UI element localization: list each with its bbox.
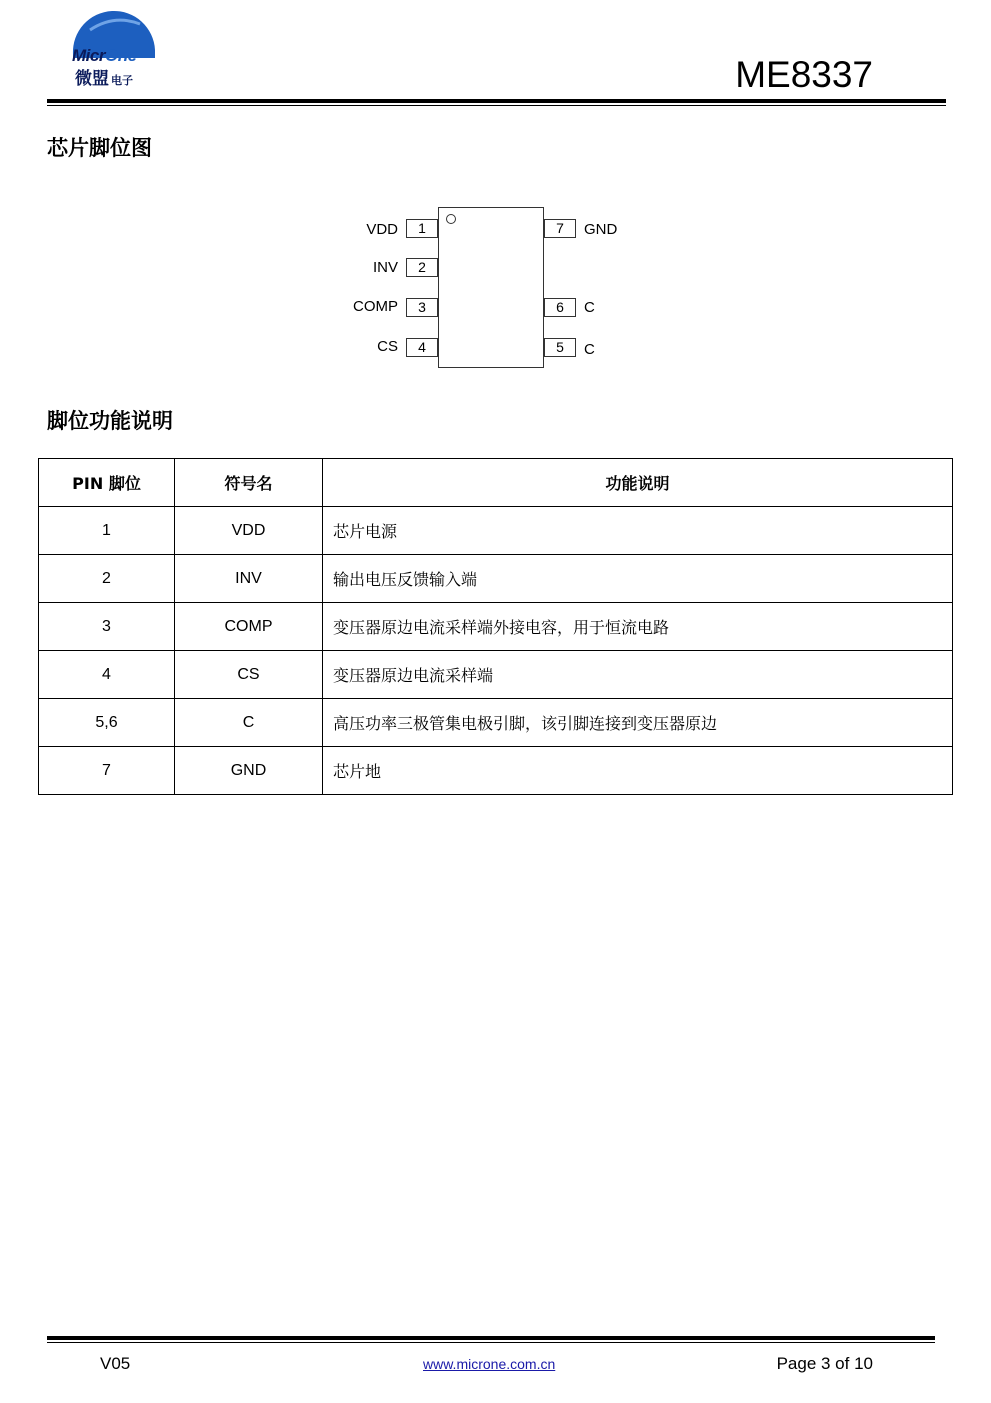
cell-symbol: CS — [175, 651, 323, 699]
cell-pin: 4 — [39, 651, 175, 699]
cell-desc: 变压器原边电流采样端外接电容，用于恒流电路 — [323, 603, 953, 651]
logo-text-en: MicrOne — [72, 46, 137, 65]
pin-number-6: 6 — [544, 298, 576, 317]
table-row — [39, 699, 953, 747]
table-row — [39, 555, 953, 603]
cell-symbol: C — [175, 699, 323, 747]
cell-desc: 芯片地 — [323, 747, 953, 795]
pin-label-c-5: C — [584, 341, 595, 358]
footer-page-number: Page 3 of 10 — [776, 1354, 873, 1373]
pin-label-cs: CS — [377, 338, 398, 355]
cell-pin: 1 — [39, 507, 175, 555]
pin-label-comp: COMP — [353, 298, 398, 315]
cell-symbol: VDD — [175, 507, 323, 555]
table-row — [39, 651, 953, 699]
pin-number-2: 2 — [406, 258, 438, 277]
cell-desc: 芯片电源 — [323, 507, 953, 555]
function-section-title: 脚位功能说明 — [47, 409, 173, 433]
cell-desc: 高压功率三极管集电极引脚，该引脚连接到变压器原边 — [323, 699, 953, 747]
header-pin: PIN 脚位 — [39, 459, 175, 507]
cell-symbol: GND — [175, 747, 323, 795]
pin-function-table — [38, 458, 953, 795]
pin-label-c-6: C — [584, 299, 595, 316]
header-rule-thick — [47, 99, 946, 103]
footer-rule-thick — [47, 1336, 935, 1340]
logo-text-cn: 微盟 电子 — [75, 69, 133, 89]
cell-symbol: COMP — [175, 603, 323, 651]
cell-pin: 3 — [39, 603, 175, 651]
pin-number-7: 7 — [544, 219, 576, 238]
pin-label-vdd: VDD — [366, 221, 398, 238]
table-row — [39, 603, 953, 651]
table-row — [39, 507, 953, 555]
pin-number-1: 1 — [406, 219, 438, 238]
cell-desc: 变压器原边电流采样端 — [323, 651, 953, 699]
pin-number-3: 3 — [406, 298, 438, 317]
pin-label-inv: INV — [372, 259, 398, 276]
header-symbol: 符号名 — [175, 459, 323, 507]
cell-pin: 2 — [39, 555, 175, 603]
pin-label-gnd: GND — [584, 221, 618, 238]
chip-body — [438, 207, 544, 368]
pin-number-4: 4 — [406, 338, 438, 357]
doc-title: ME8337 — [735, 54, 873, 95]
cell-pin: 7 — [39, 747, 175, 795]
footer-website-link[interactable]: www.microne.com.cn — [423, 1356, 556, 1372]
header-rule-thin — [47, 105, 946, 106]
pinout-section-title: 芯片脚位图 — [47, 136, 152, 160]
header-function: 功能说明 — [323, 459, 953, 507]
cell-pin: 5,6 — [39, 699, 175, 747]
pin-number-5: 5 — [544, 338, 576, 357]
table-header-row — [39, 459, 953, 507]
cell-symbol: INV — [175, 555, 323, 603]
pin1-marker-icon — [446, 214, 456, 224]
footer-version: V05 — [100, 1354, 131, 1373]
cell-desc: 输出电压反馈输入端 — [323, 555, 953, 603]
footer-rule-thin — [47, 1342, 935, 1343]
table-row — [39, 747, 953, 795]
